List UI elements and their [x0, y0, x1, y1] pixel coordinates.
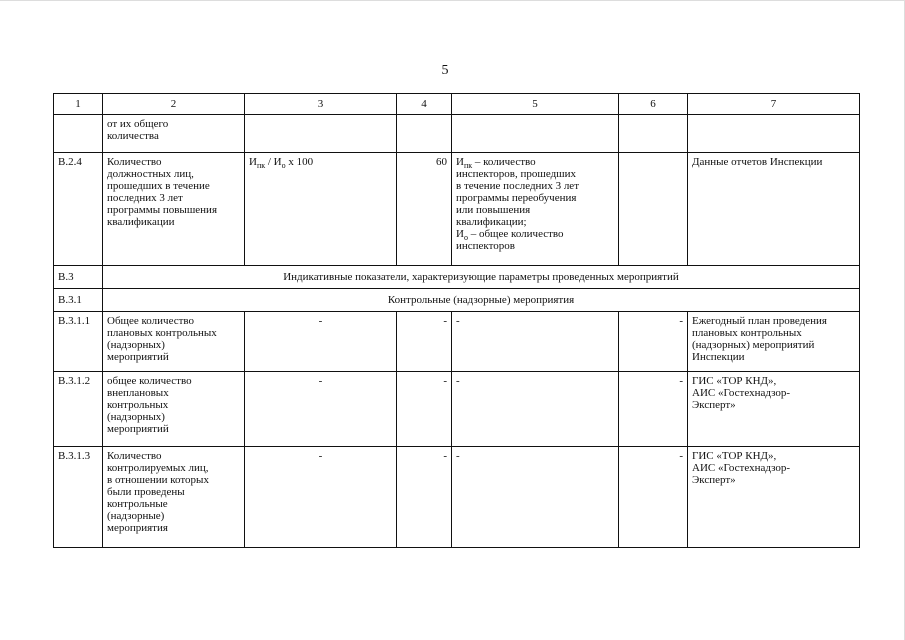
header-col-1: 1 [54, 94, 103, 115]
cell-legend: - [452, 447, 619, 548]
source-line: Эксперт» [692, 474, 736, 486]
legend-line: инспекторов, прошедших [456, 168, 577, 180]
name-line: должностных лиц, [107, 168, 194, 180]
header-row [54, 94, 860, 115]
cell-col6 [619, 115, 688, 153]
cell-name [103, 312, 245, 372]
name-line: (надзорных) [107, 339, 165, 351]
legend-line: или повышения [456, 204, 531, 216]
cell-source [688, 447, 860, 548]
cell-source [688, 312, 860, 372]
name-line: контрольных [107, 399, 169, 411]
source-line: (надзорных) мероприятий [692, 339, 815, 351]
section-code: В.3.1 [54, 289, 103, 312]
formula-sub: пк [256, 161, 266, 171]
header-col-7: 7 [688, 94, 860, 115]
section-title: Контрольные (надзорные) мероприятия [103, 289, 860, 312]
legend-line: $И_о$ – общее количество [456, 228, 564, 243]
formula-tail: х 100 [285, 156, 314, 168]
name-line: Количество [107, 450, 162, 462]
legend-line: программы переобучения [456, 192, 577, 204]
cell-source [688, 115, 860, 153]
source-line: АИС «Гостехнадзор- [692, 462, 791, 474]
cell-code: В.3.1.2 [54, 372, 103, 447]
cell-name [103, 115, 245, 153]
name-line: общее количество [107, 375, 192, 387]
continuation-row [54, 115, 860, 153]
cell-code [54, 115, 103, 153]
section-title: Индикативные показатели, характеризующие параметры проведенных мероприятий [103, 266, 860, 289]
table-row-b312 [54, 372, 860, 447]
name-line: мероприятий [107, 351, 169, 363]
name-line: мероприятия [107, 522, 168, 534]
source-line: АИС «Гостехнадзор- [692, 387, 791, 399]
cell-legend [452, 153, 619, 266]
name-line: мероприятий [107, 423, 169, 435]
name-line: программы повышения [107, 204, 217, 216]
cell-target [397, 115, 452, 153]
top-scan-edge [0, 0, 905, 1]
cell-code: В.2.4 [54, 153, 103, 266]
cell-formula: - [245, 372, 397, 447]
cell-col6: - [619, 312, 688, 372]
name-line: последних 3 лет [107, 192, 183, 204]
table-row-b311 [54, 312, 860, 372]
cell-target: - [397, 312, 452, 372]
cell-name [103, 372, 245, 447]
cell-col6 [619, 153, 688, 266]
cell-target: - [397, 372, 452, 447]
cell-name [103, 447, 245, 548]
header-col-2: 2 [103, 94, 245, 115]
source-line: ГИС «ТОР КНД», [692, 450, 777, 462]
name-line: (надзорные) [107, 510, 165, 522]
name-line: плановых контрольных [107, 327, 217, 339]
header-col-6: 6 [619, 94, 688, 115]
header-col-4: 4 [397, 94, 452, 115]
indicators-table [53, 93, 860, 548]
legend-line: в течение последних 3 лет [456, 180, 579, 192]
legend-line: $И_{пк}$ – количество [456, 156, 536, 171]
cell-legend: - [452, 312, 619, 372]
cell-legend: - [452, 372, 619, 447]
cell-formula: - [245, 447, 397, 548]
header-col-3: 3 [245, 94, 397, 115]
cell-col6: - [619, 372, 688, 447]
source-line: плановых контрольных [692, 327, 802, 339]
source-line: Ежегодный план проведения [692, 315, 827, 327]
source-line: Инспекции [692, 351, 745, 363]
section-row-b31 [54, 289, 860, 312]
cell-target: - [397, 447, 452, 548]
name-line: прошедших в течение [107, 180, 210, 192]
cell-code: В.3.1.3 [54, 447, 103, 548]
cell-formula [245, 153, 397, 266]
section-code: В.3 [54, 266, 103, 289]
page-number: 5 [441, 63, 449, 78]
cell-source: Данные отчетов Инспекции [688, 153, 860, 266]
name-line: в отношении которых [107, 474, 209, 486]
cell-legend [452, 115, 619, 153]
name-line: были проведены [107, 486, 185, 498]
header-col-5: 5 [452, 94, 619, 115]
name-line: контрольные [107, 498, 168, 510]
formula-var: И [249, 156, 257, 168]
cell-col6: - [619, 447, 688, 548]
table-row-b24 [54, 153, 860, 266]
cell-source [688, 372, 860, 447]
name-line: Общее количество [107, 315, 195, 327]
legend-line: инспекторов [456, 240, 515, 252]
source-line: Эксперт» [692, 399, 736, 411]
cell-formula: - [245, 312, 397, 372]
cell-formula [245, 115, 397, 153]
section-row-b3 [54, 266, 860, 289]
legend-line: квалификации; [456, 216, 527, 228]
name-line: квалификации [107, 216, 175, 228]
formula-sep: / И [265, 156, 282, 168]
name-line: от их общего [107, 118, 169, 130]
name-line: контролируемых лиц, [107, 462, 209, 474]
name-line: Количество [107, 156, 162, 168]
cell-code: В.3.1.1 [54, 312, 103, 372]
source-line: ГИС «ТОР КНД», [692, 375, 777, 387]
table-row-b313 [54, 447, 860, 548]
name-line: (надзорных) [107, 411, 165, 423]
name-line: внеплановых [107, 387, 169, 399]
cell-target: 60 [397, 153, 452, 266]
name-line: количества [107, 130, 159, 142]
cell-name [103, 153, 245, 266]
formula-sub: о [281, 161, 286, 171]
